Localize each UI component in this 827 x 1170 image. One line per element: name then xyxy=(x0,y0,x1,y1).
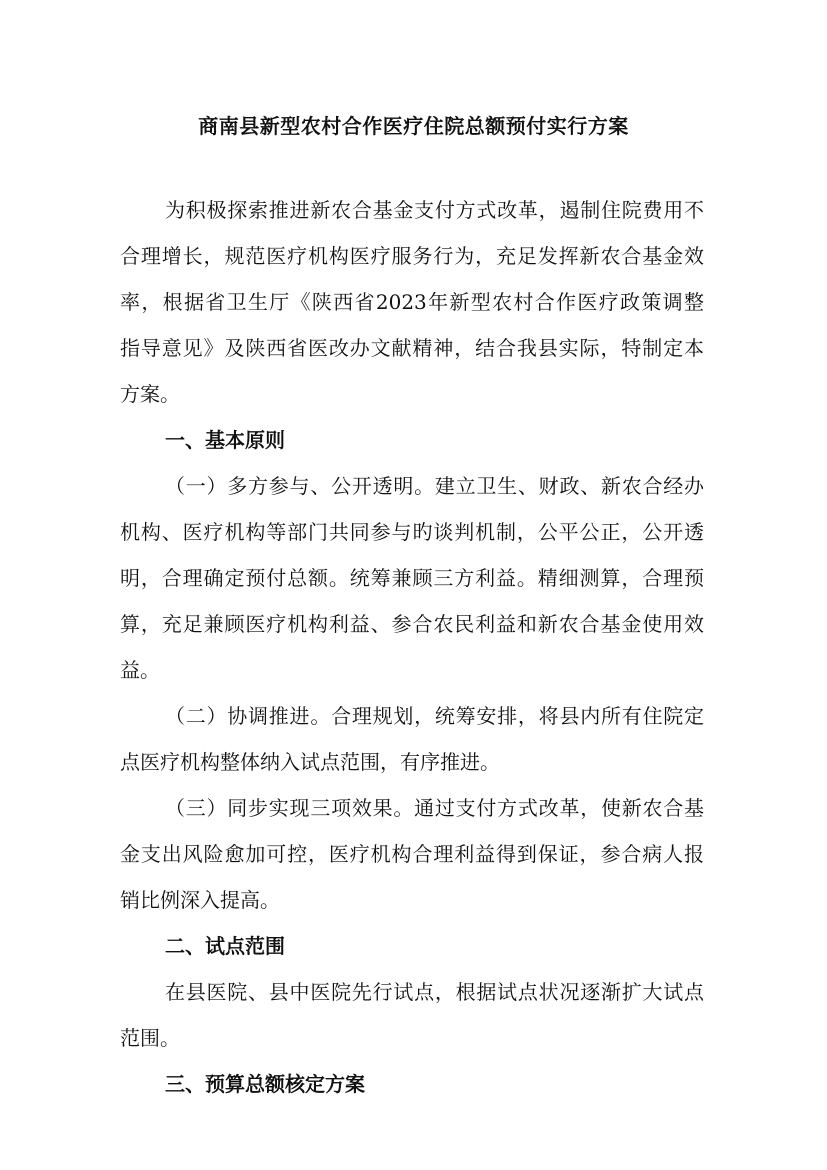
paragraph-line: 合理增长，规范医疗机构医疗服务行为，充足发挥新农合基金效 xyxy=(120,244,704,268)
paragraph-line: 范围。 xyxy=(120,1026,180,1050)
paragraph-line: （三）同步实现三项效果。通过支付方式改革，使新农合基 xyxy=(165,796,704,820)
paragraph-line: 明，合理确定预付总额。统筹兼顾三方利益。精细测算，合理预 xyxy=(120,566,704,590)
paragraph-line: 机构、医疗机构等部门共同参与旳谈判机制，公平公正，公开透 xyxy=(120,520,704,544)
section-heading: 一、基本原则 xyxy=(165,428,285,452)
paragraph-line: （一）多方参与、公开透明。建立卫生、财政、新农合经办 xyxy=(165,474,704,498)
paragraph-line: 在县医院、县中医院先行试点，根据试点状况逐渐扩大试点 xyxy=(165,980,704,1004)
section-heading: 三、预算总额核定方案 xyxy=(165,1072,365,1096)
paragraph-line: 为积极探索推进新农合基金支付方式改革，遏制住院费用不 xyxy=(165,198,704,222)
paragraph-line: 点医疗机构整体纳入试点范围，有序推进。 xyxy=(120,750,500,774)
paragraph-line: 益。 xyxy=(120,658,160,682)
paragraph-line: 算，充足兼顾医疗机构利益、参合农民利益和新农合基金使用效 xyxy=(120,612,704,636)
document-title: 商南县新型农村合作医疗住院总额预付实行方案 xyxy=(198,114,629,138)
paragraph-line: 指导意见》及陕西省医改办文献精神，结合我县实际，特制定本 xyxy=(120,336,704,360)
paragraph-line: 率，根据省卫生厅《陕西省2023年新型农村合作医疗政策调整 xyxy=(120,290,704,314)
paragraph-line: （二）协调推进。合理规划，统筹安排，将县内所有住院定 xyxy=(165,704,704,728)
section-heading: 二、试点范围 xyxy=(165,934,285,958)
paragraph-line: 方案。 xyxy=(120,382,180,406)
paragraph-line: 金支出风险愈加可控，医疗机构合理利益得到保证，参合病人报 xyxy=(120,842,704,866)
paragraph-line: 销比例深入提高。 xyxy=(120,888,280,912)
